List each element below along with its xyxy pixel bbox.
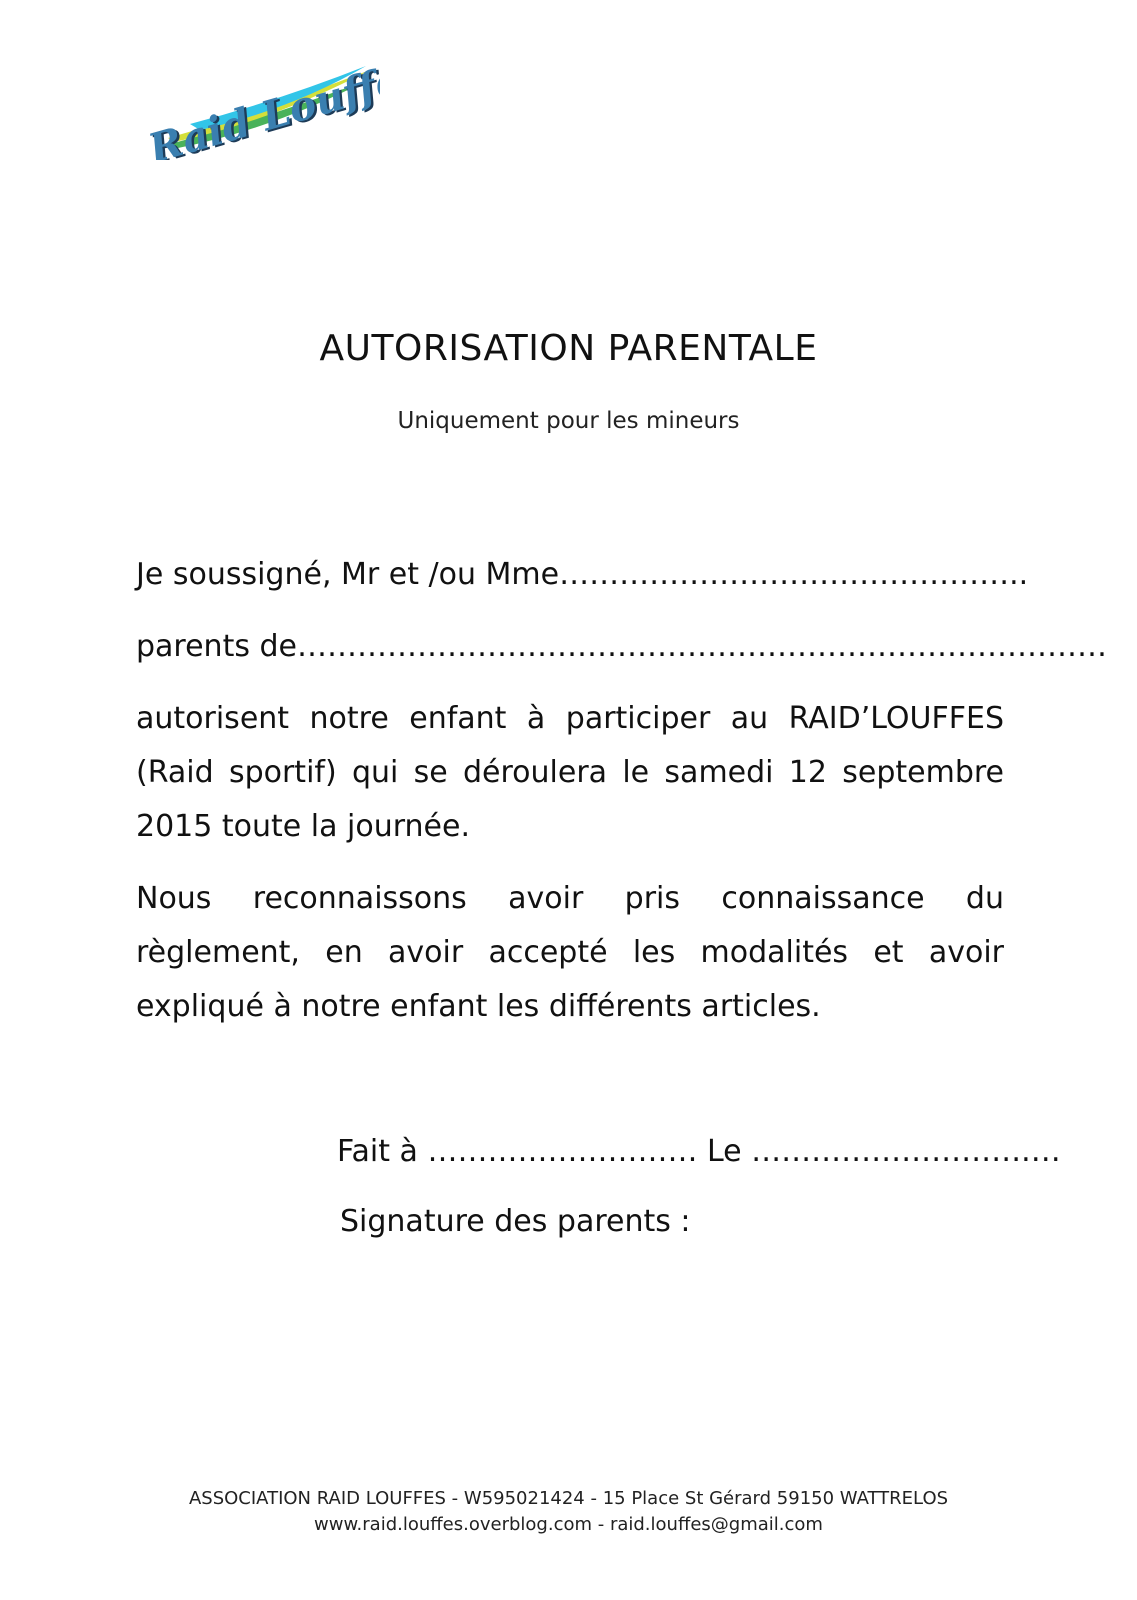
footer-address: ASSOCIATION RAID LOUFFES - W595021424 - 15 Place St Gérard 59150 WATTRELOS [188, 1488, 949, 1509]
parents-of-line: parents de……………………………………………………………………… [136, 629, 1108, 664]
footer [0, 1486, 1137, 1538]
document-subtitle: Uniquement pour les mineurs [397, 408, 740, 434]
document-title: AUTORISATION PARENTALE [319, 328, 818, 369]
place-date-line: Fait à ……………………… Le ……………………….… [337, 1134, 1061, 1169]
logo-text-shadow: Raid Louffes [145, 51, 380, 160]
raid-louffes-logo-graphic [130, 40, 380, 160]
raid-louffes-logo [130, 40, 380, 160]
signature-label: Signature des parents : [340, 1204, 691, 1239]
footer-contact: www.raid.louffes.overblog.com - raid.louffes@gmail.com [314, 1514, 823, 1535]
authorization-paragraph: autorisent notre enfant à participer au RAID’LOUFFES (Raid sportif) qui se déroulera le samedi 12 septembre 2015 toute la journée. [136, 701, 1004, 844]
logo-text: Raid Louffes [143, 49, 380, 160]
rules-paragraph: Nous reconnaissons avoir pris connaissance du règlement, en avoir accepté les modalités et avoir expliqué à notre enfant les différents articles. [136, 881, 1004, 1024]
undersigned-line: Je soussigné, Mr et /ou Mme……………………………………….. [136, 557, 1029, 592]
